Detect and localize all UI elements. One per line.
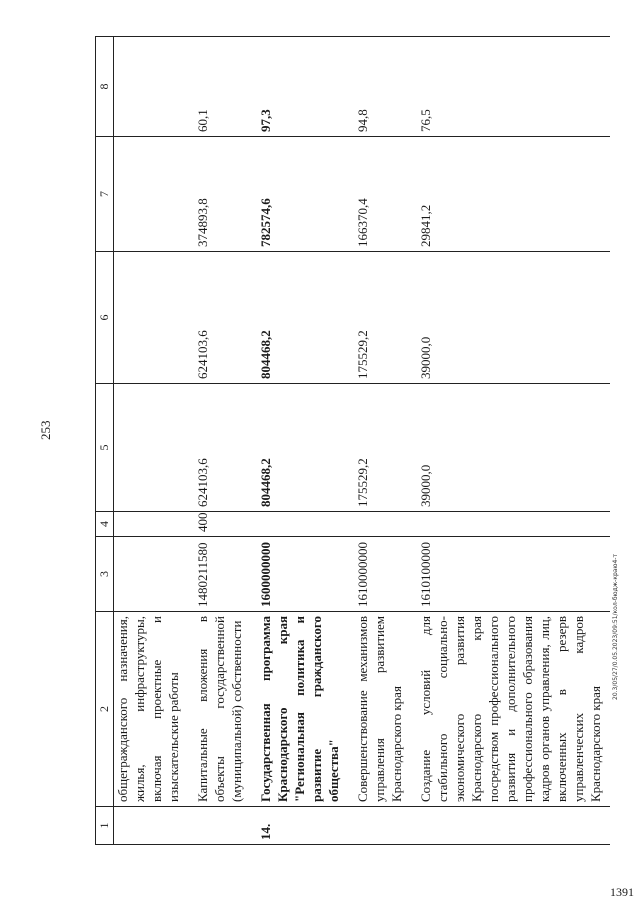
table-row	[188, 37, 251, 845]
row-value-6: 39000,0	[411, 252, 610, 384]
row-value-8	[114, 37, 189, 137]
row-value-5: 804468,2	[251, 384, 348, 512]
row-code: 1610000000	[348, 537, 411, 612]
header-col-8: 8	[96, 37, 114, 137]
row-value-7: 782574,6	[251, 137, 348, 252]
table-row	[348, 37, 411, 845]
row-value-8: 94,8	[348, 37, 411, 137]
row-number	[114, 807, 189, 845]
row-type	[411, 512, 610, 537]
row-name: Капитальные вложения в объекты государственной (муниципальной) собственности	[188, 612, 251, 807]
sheet-number: 1391	[610, 885, 634, 899]
budget-table	[95, 36, 610, 845]
page-number: 253	[38, 420, 53, 440]
row-code: 1600000000	[251, 537, 348, 612]
row-value-7: 166370,4	[348, 137, 411, 252]
row-type	[348, 512, 411, 537]
row-value-5: 39000,0	[411, 384, 610, 512]
row-value-6	[114, 252, 189, 384]
table-row	[114, 37, 189, 845]
row-value-5: 624103,6	[188, 384, 251, 512]
header-col-6: 6	[96, 252, 114, 384]
document-code: 20.3/05/27/0.05.2023/09:51/кол-бюдж-краю4-т	[612, 554, 619, 700]
row-type	[251, 512, 348, 537]
row-code: 1610100000	[411, 537, 610, 612]
row-value-8: 76,5	[411, 37, 610, 137]
table-body	[114, 37, 611, 845]
header-col-4: 4	[96, 512, 114, 537]
row-value-6: 804468,2	[251, 252, 348, 384]
row-name: Создание условий для стабильного социально-экономического развития Краснодарского края посредством профессионального развития и дополнительного профессионального образования кадров органов управления, лиц, включенных в резерв управленческих кадров Краснодарского края	[411, 612, 610, 807]
row-number	[188, 807, 251, 845]
row-type: 400	[188, 512, 251, 537]
row-number	[411, 807, 610, 845]
row-name: Государственная программа Краснодарского края "Региональная политика и развитие гражданского общества"	[251, 612, 348, 807]
row-number	[348, 807, 411, 845]
budget-table-rotated	[95, 37, 625, 845]
row-value-5: 175529,2	[348, 384, 411, 512]
table-row	[251, 37, 348, 845]
row-code: 1480211580	[188, 537, 251, 612]
header-col-5: 5	[96, 384, 114, 512]
row-code	[114, 537, 189, 612]
header-col-3: 3	[96, 537, 114, 612]
row-value-8: 97,3	[251, 37, 348, 137]
row-type	[114, 512, 189, 537]
row-value-5	[114, 384, 189, 512]
row-value-7: 29841,2	[411, 137, 610, 252]
row-name: общегражданского назначения, жилья, инфраструктуры, включая проектные и изыскательские работы	[114, 612, 189, 807]
table-header	[96, 37, 114, 845]
row-value-7: 374893,8	[188, 137, 251, 252]
row-value-7	[114, 137, 189, 252]
table-row	[411, 37, 610, 845]
header-col-7: 7	[96, 137, 114, 252]
row-name: Совершенствование механизмов управления развитием Краснодарского края	[348, 612, 411, 807]
row-number: 14.	[251, 807, 348, 845]
row-value-8: 60,1	[188, 37, 251, 137]
header-col-2: 2	[96, 612, 114, 807]
row-value-6: 175529,2	[348, 252, 411, 384]
row-value-6: 624103,6	[188, 252, 251, 384]
header-col-1: 1	[96, 807, 114, 845]
